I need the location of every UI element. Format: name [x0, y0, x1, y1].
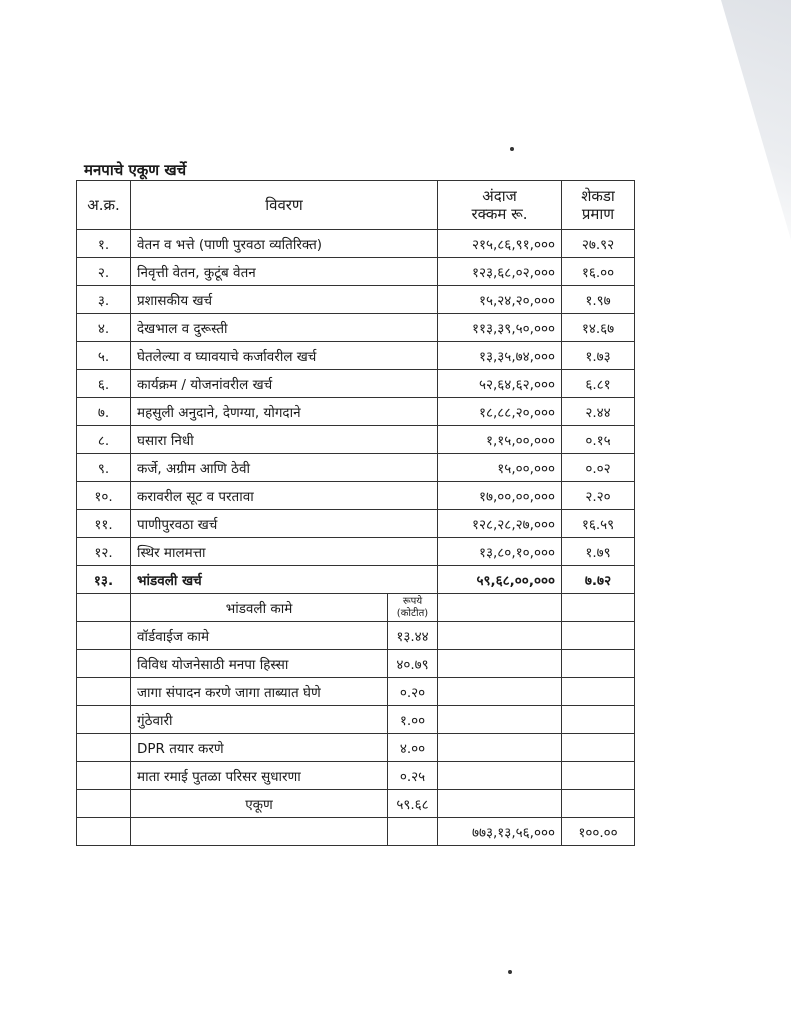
empty-cell — [562, 594, 635, 622]
row-description: प्रशासकीय खर्च — [131, 286, 438, 314]
capital-item-row — [77, 734, 635, 762]
col-header-percent-line1: शेकडा — [581, 187, 615, 205]
row-sr: ५. — [77, 342, 131, 370]
capital-item-row — [77, 706, 635, 734]
capital-total-label: एकूण — [131, 790, 388, 818]
empty-cell — [562, 622, 635, 650]
empty-cell — [77, 818, 131, 846]
capital-total-row — [77, 790, 635, 818]
empty-cell — [562, 734, 635, 762]
table-row — [77, 370, 635, 398]
empty-cell — [438, 734, 562, 762]
row-description: वेतन व भत्ते (पाणी पुरवठा व्यतिरिक्त) — [131, 230, 438, 258]
capital-item-description: वॉर्डवाईज कामे — [131, 622, 388, 650]
row-amount: २१५,८६,९१,००० — [438, 230, 562, 258]
col-header-percent-line2: प्रमाण — [581, 205, 615, 223]
table-row — [77, 510, 635, 538]
col-header-amount-line2: रक्कम रू. — [471, 205, 528, 223]
page-heading: मनपाचे एकूण खर्चे — [84, 161, 187, 179]
row-sr: २. — [77, 258, 131, 286]
col-header-amount-line1: अंदाज — [482, 187, 517, 205]
row-description: देखभाल व दुरूस्ती — [131, 314, 438, 342]
empty-cell — [562, 762, 635, 790]
table-row — [77, 426, 635, 454]
capital-item-row — [77, 762, 635, 790]
row-sr: ११. — [77, 510, 131, 538]
row-amount: ५२,६४,६२,००० — [438, 370, 562, 398]
row-amount: १५,००,००० — [438, 454, 562, 482]
row-sr: ७. — [77, 398, 131, 426]
capital-item-description: विविध योजनेसाठी मनपा हिस्सा — [131, 650, 388, 678]
table-row — [77, 342, 635, 370]
row-description: महसुली अनुदाने, देणग्या, योगदाने — [131, 398, 438, 426]
row-percent: १.९७ — [562, 286, 635, 314]
table-row — [77, 286, 635, 314]
empty-cell — [562, 790, 635, 818]
capital-item-row — [77, 650, 635, 678]
table-row — [77, 230, 635, 258]
empty-cell — [438, 762, 562, 790]
table-row — [77, 314, 635, 342]
row-sr: १. — [77, 230, 131, 258]
row-percent: २.४४ — [562, 398, 635, 426]
empty-cell — [438, 790, 562, 818]
empty-cell — [77, 762, 131, 790]
row-description: भांडवली खर्च — [131, 566, 438, 594]
col-header-percent — [562, 181, 635, 230]
empty-cell — [77, 790, 131, 818]
row-description: घेतलेल्या व घ्यावयाचे कर्जावरील खर्च — [131, 342, 438, 370]
row-description: पाणीपुरवठा खर्च — [131, 510, 438, 538]
table-row — [77, 258, 635, 286]
row-amount: १८,८८,२०,००० — [438, 398, 562, 426]
row-percent: १६.०० — [562, 258, 635, 286]
empty-cell — [77, 622, 131, 650]
row-description: कर्जे, अग्रीम आणि ठेवी — [131, 454, 438, 482]
capital-item-value: ०.२५ — [388, 762, 438, 790]
capital-header-row — [77, 594, 635, 622]
row-amount: १५,२४,२०,००० — [438, 286, 562, 314]
row-amount: ५९,६८,००,००० — [438, 566, 562, 594]
capital-works-title: भांडवली कामे — [131, 594, 388, 622]
col-header-sr: अ.क्र. — [77, 181, 131, 230]
row-description: घसारा निधी — [131, 426, 438, 454]
row-description: निवृत्ती वेतन, कुटूंब वेतन — [131, 258, 438, 286]
table-header-row — [77, 181, 635, 230]
row-amount: ११३,३९,५०,००० — [438, 314, 562, 342]
row-amount: १३,३५,७४,००० — [438, 342, 562, 370]
empty-cell — [77, 678, 131, 706]
row-amount: १३,८०,१०,००० — [438, 538, 562, 566]
row-percent: ७.७२ — [562, 566, 635, 594]
row-amount: १२८,२८,२७,००० — [438, 510, 562, 538]
folded-corner — [691, 0, 791, 240]
grand-total-amount: ७७३,१३,५६,००० — [438, 818, 562, 846]
table-row — [77, 538, 635, 566]
row-sr: १०. — [77, 482, 131, 510]
row-percent: १.७९ — [562, 538, 635, 566]
table-body — [77, 230, 635, 846]
empty-cell — [77, 650, 131, 678]
empty-cell — [438, 622, 562, 650]
empty-cell — [562, 650, 635, 678]
empty-cell — [562, 706, 635, 734]
row-description: कार्यक्रम / योजनांवरील खर्च — [131, 370, 438, 398]
empty-cell — [77, 734, 131, 762]
empty-cell — [438, 706, 562, 734]
table-row — [77, 454, 635, 482]
empty-cell — [77, 706, 131, 734]
row-percent: २७.९२ — [562, 230, 635, 258]
empty-cell — [438, 594, 562, 622]
row-percent: १४.६७ — [562, 314, 635, 342]
row-amount: १२३,६८,०२,००० — [438, 258, 562, 286]
capital-item-value: १.०० — [388, 706, 438, 734]
empty-cell — [77, 594, 131, 622]
capital-item-value: ४०.७९ — [388, 650, 438, 678]
expense-table — [76, 180, 635, 846]
empty-cell — [131, 818, 388, 846]
capital-item-description: DPR तयार करणे — [131, 734, 388, 762]
row-amount: १,१५,००,००० — [438, 426, 562, 454]
capital-unit-line1: रूपये — [402, 595, 423, 607]
capital-item-description: माता रमाई पुतळा परिसर सुधारणा — [131, 762, 388, 790]
table-row — [77, 398, 635, 426]
capital-item-value: ४.०० — [388, 734, 438, 762]
col-header-amount — [438, 181, 562, 230]
row-sr: ३. — [77, 286, 131, 314]
col-header-description: विवरण — [131, 181, 438, 230]
row-sr: ९. — [77, 454, 131, 482]
row-sr: ८. — [77, 426, 131, 454]
capital-unit-line2: (कोटीत) — [396, 607, 429, 619]
table-row — [77, 566, 635, 594]
empty-cell — [562, 678, 635, 706]
empty-cell — [438, 678, 562, 706]
speck — [508, 970, 512, 974]
row-amount: १७,००,००,००० — [438, 482, 562, 510]
row-sr: ६. — [77, 370, 131, 398]
grand-total-percent: १००.०० — [562, 818, 635, 846]
capital-item-description: गुंठेवारी — [131, 706, 388, 734]
grand-total-row — [77, 818, 635, 846]
capital-total-value: ५९.६८ — [388, 790, 438, 818]
speck — [510, 147, 514, 151]
row-description: स्थिर मालमत्ता — [131, 538, 438, 566]
row-description: करावरील सूट व परतावा — [131, 482, 438, 510]
capital-item-row — [77, 678, 635, 706]
capital-item-value: ०.२० — [388, 678, 438, 706]
row-percent: ०.१५ — [562, 426, 635, 454]
empty-cell — [388, 818, 438, 846]
capital-item-value: १३.४४ — [388, 622, 438, 650]
row-percent: २.२० — [562, 482, 635, 510]
row-percent: ६.८१ — [562, 370, 635, 398]
capital-item-row — [77, 622, 635, 650]
row-sr: १३. — [77, 566, 131, 594]
row-sr: १२. — [77, 538, 131, 566]
capital-item-description: जागा संपादन करणे जागा ताब्यात घेणे — [131, 678, 388, 706]
row-percent: १.७३ — [562, 342, 635, 370]
table-row — [77, 482, 635, 510]
capital-unit — [388, 594, 438, 622]
empty-cell — [438, 650, 562, 678]
row-sr: ४. — [77, 314, 131, 342]
row-percent: १६.५९ — [562, 510, 635, 538]
row-percent: ०.०२ — [562, 454, 635, 482]
